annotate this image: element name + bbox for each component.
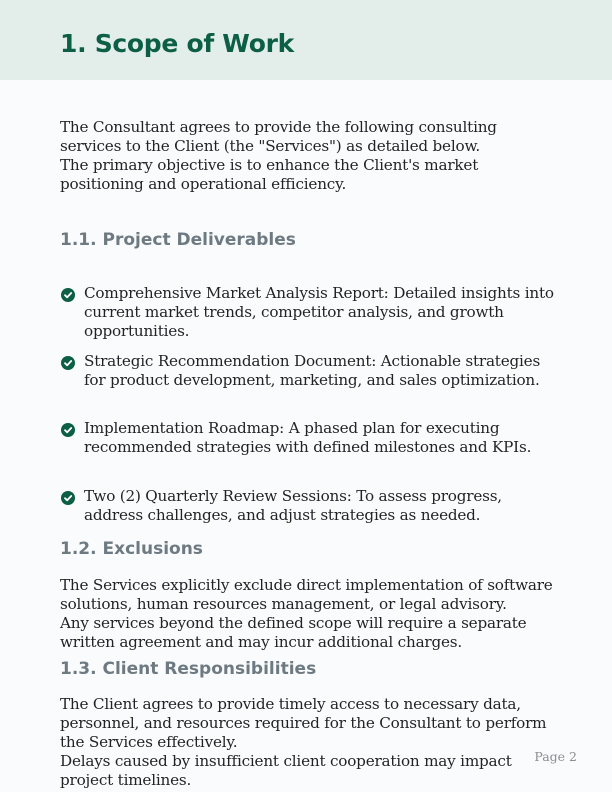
- responsibilities-heading: 1.3. Client Responsibilities: [60, 659, 317, 679]
- responsibilities-paragraph: [60, 695, 560, 790]
- intro-line-objective: The primary objective is to enhance the Client's market positioning and operational efficiency.: [60, 156, 479, 193]
- responsibilities-line-delays: Delays caused by insufficient client cooperation may impact project timelines.: [60, 752, 512, 789]
- check-circle-icon: [61, 288, 75, 302]
- exclusions-line-additional: Any services beyond the defined scope will require a separate written agreement and may incur additional charges.: [60, 614, 527, 651]
- responsibilities-line-access: The Client agrees to provide timely access to necessary data, personnel, and resources required for the Consultant to perform the Services effectively.: [60, 695, 547, 751]
- page-title: 1. Scope of Work: [60, 29, 294, 58]
- deliverable-text: Two (2) Quarterly Review Sessions: To assess progress, address challenges, and adjust strategies as needed.: [84, 487, 502, 524]
- exclusions-paragraph: [60, 576, 560, 652]
- deliverables-heading: 1.1. Project Deliverables: [60, 230, 296, 250]
- deliverable-text: Implementation Roadmap: A phased plan for executing recommended strategies with defined milestones and KPIs.: [84, 419, 532, 456]
- intro-paragraph: [60, 118, 560, 194]
- page-number: Page 2: [534, 749, 577, 764]
- check-circle-icon: [61, 491, 75, 505]
- deliverable-text: Strategic Recommendation Document: Actionable strategies for product development, marketing, and sales optimization.: [84, 352, 541, 389]
- check-circle-icon: [61, 356, 75, 370]
- exclusions-heading: 1.2. Exclusions: [60, 539, 203, 559]
- intro-line-services: The Consultant agrees to provide the following consulting services to the Client (the "Services") as detailed below.: [60, 118, 497, 155]
- check-circle-icon: [61, 423, 75, 437]
- deliverable-text: Comprehensive Market Analysis Report: Detailed insights into current market trends, competitor analysis, and growth opportunities.: [84, 284, 554, 340]
- exclusions-line-scope: The Services explicitly exclude direct implementation of software solutions, human resources management, or legal advisory.: [60, 576, 553, 613]
